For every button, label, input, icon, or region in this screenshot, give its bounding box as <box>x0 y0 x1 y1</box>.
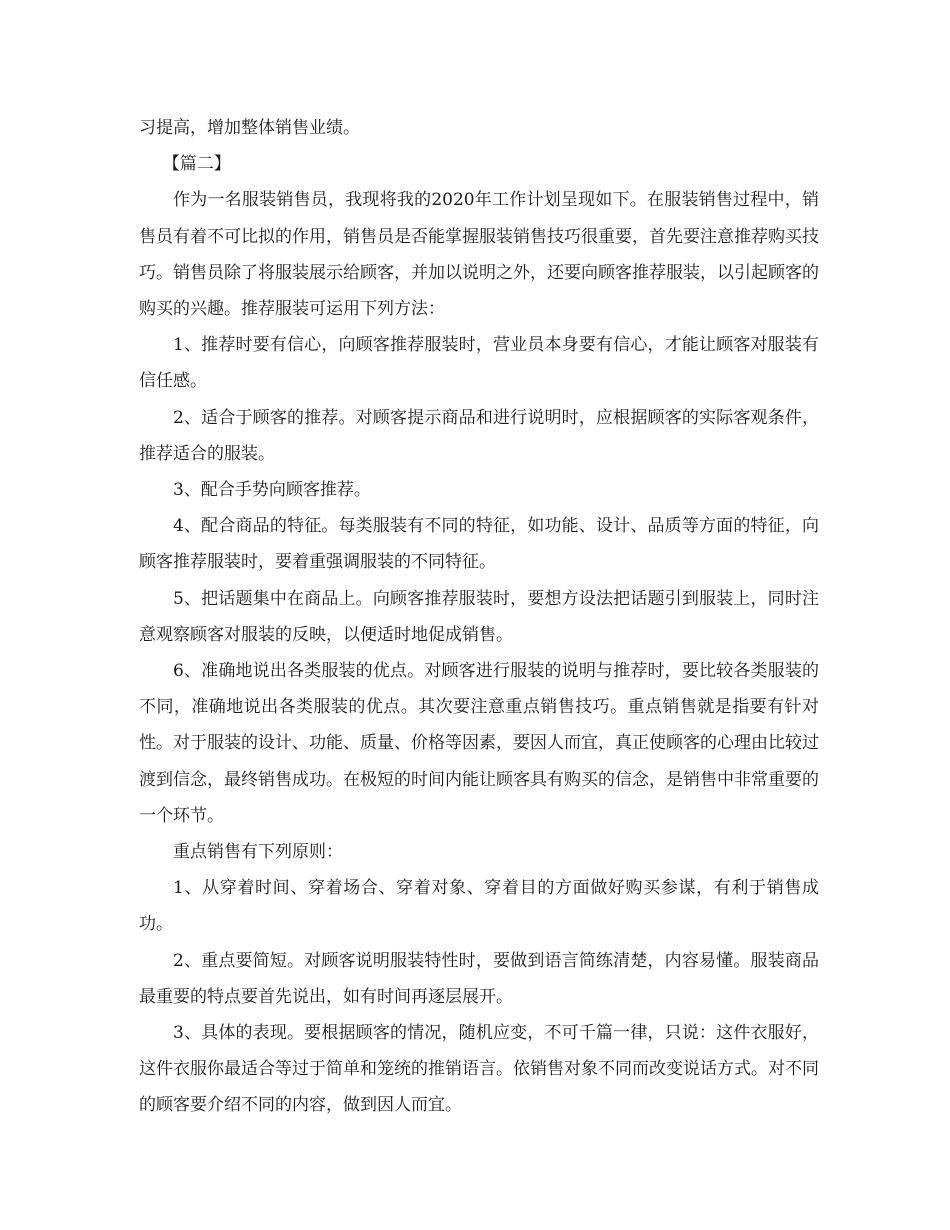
list-item: 5、把话题集中在商品上。向顾客推荐服装时，要想方设法把话题引到服装上，同时注意观察顾客对服装的反映，以便适时地促成销售。 <box>139 588 819 645</box>
paragraph-continuation: 习提高，增加整体销售业绩。 <box>139 118 360 138</box>
list-item: 2、适合于顾客的推荐。对顾客提示商品和进行说明时，应根据顾客的实际客观条件，推荐适合的服装。 <box>139 407 819 464</box>
list-item: 4、配合商品的特征。每类服装有不同的特征，如功能、设计、品质等方面的特征，向顾客推荐服装时，要着重强调服装的不同特征。 <box>139 516 819 573</box>
list-item: 2、重点要简短。对顾客说明服装特性时，要做到语言简练清楚，内容易懂。服装商品最重要的特点要首先说出，如有时间再逐层展开。 <box>139 950 819 1007</box>
list-item: 1、推荐时要有信心，向顾客推荐服装时，营业员本身要有信心，才能让顾客对服装有信任感。 <box>139 335 819 392</box>
paragraph-intro: 作为一名服装销售员，我现将我的2020年工作计划呈现如下。在服装销售过程中，销售员有着不可比拟的作用，销售员是否能掌握服装销售技巧很重要，首先要注意推荐购买技巧。销售员除了将服装展示给顾客，并加以说明之外，还要向顾客推荐服装，以引起顾客的购买的兴趣。推荐服装可运用下列方法： <box>139 190 819 320</box>
list-item: 3、配合手势向顾客推荐。 <box>173 480 371 501</box>
section-heading: 【篇二】 <box>162 154 231 175</box>
list-item: 3、具体的表现。要根据顾客的情况，随机应变，不可千篇一律，只说：这件衣服好，这件衣服你最适合等过于简单和笼统的推销语言。依销售对象不同而改变说话方式。对不同的顾客要介绍不同的内容，做到因人而宜。 <box>139 1023 819 1116</box>
list-item: 6、准确地说出各类服装的优点。对顾客进行服装的说明与推荐时，要比较各类服装的不同，准确地说出各类服装的优点。其次要注意重点销售技巧。重点销售就是指要有针对性。对于服装的设计、功能、质量、价格等因素，要因人而宜，真正使顾客的心理由比较过渡到信念，最终销售成功。在极短的时间内能让顾客具有购买的信念，是销售中非常重要的一个环节。 <box>139 661 819 826</box>
list-item: 1、从穿着时间、穿着场合、穿着对象、穿着目的方面做好购买参谋，有利于销售成功。 <box>139 878 819 935</box>
paragraph-subheading: 重点销售有下列原则： <box>173 842 343 863</box>
document-body <box>139 110 819 1124</box>
